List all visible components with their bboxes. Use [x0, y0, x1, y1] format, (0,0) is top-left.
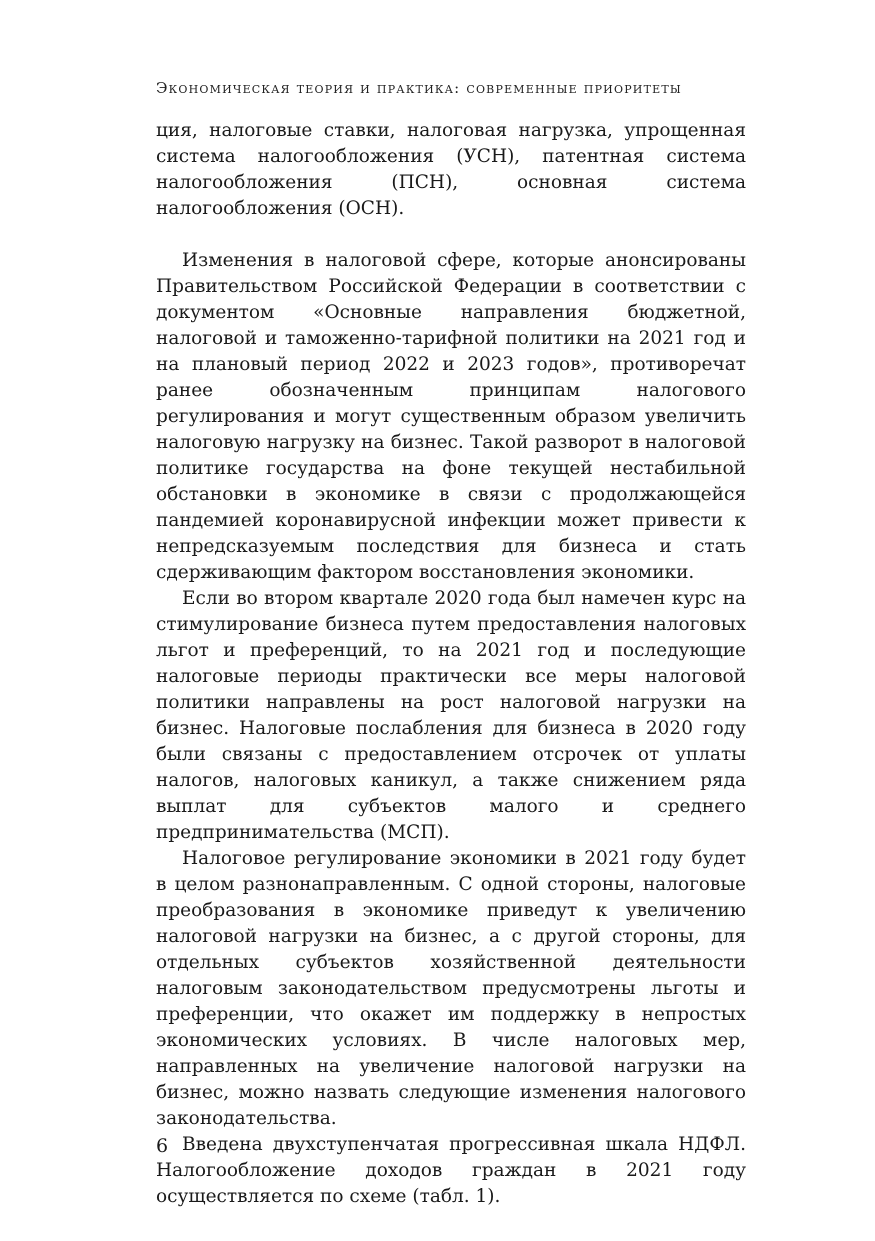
running-header: Экономическая теория и практика: современные приоритеты — [156, 79, 682, 97]
paragraph-ndfl-scale: Введена двухступенчатая прогрессивная шкала НДФЛ. Налогообложение доходов граждан в 2021 году осуществляется по схеме (табл. 1). — [156, 1134, 746, 1207]
page-number: 6 — [156, 1135, 169, 1157]
body-text — [156, 118, 746, 1210]
paragraph-2021-regulation: Налоговое регулирование экономики в 2021 году будет в целом разнонаправленным. С одной стороны, налоговые преобразования в экономике приведут к увеличению налоговой нагрузки на бизнес, а с другой стороны, для отдельных субъектов хозяйственной деятельности налоговым законодательством предусмотрены льготы и преференции, что окажет им поддержку в непростых экономических условиях. В числе налоговых мер, направленных на увеличение налоговой нагрузки на бизнес, можно назвать следующие изменения налогового законодательства. — [156, 848, 746, 1129]
paragraph-tax-changes: Изменения в налоговой сфере, которые анонсированы Правительством Российской Федерации в соответствии с документом «Основные направления бюджетной, налоговой и таможенно-тарифной политики на 2021 год и на плановый период 2022 и 2023 годов», противоречат ранее обозначенным принципам налогового регулирования и могут существенным образом увеличить налоговую нагрузку на бизнес. Такой разворот в налоговой политике государства на фоне текущей нестабильной обстановки в экономике в связи с продолжающейся пандемией коронавирусной инфекции может привести к непредсказуемым последствия для бизнеса и стать сдерживающим фактором восстановления экономики. — [156, 250, 746, 583]
paragraph-2020-stimulus: Если во втором квартале 2020 года был намечен курс на стимулирование бизнеса путем предоставления налоговых льгот и преференций, то на 2021 год и последующие налоговые периоды практически все меры налоговой политики направлены на рост налоговой нагрузки на бизнес. Налоговые послабления для бизнеса в 2020 году были связаны с предоставлением отсрочек от уплаты налогов, налоговых каникул, а также снижением ряда выплат для субъектов малого и среднего предпринимательства (МСП). — [156, 588, 746, 843]
paragraph-continuation: ция, налоговые ставки, налоговая нагрузка, упрощенная система налогообложения (УСН), патентная система налогообложения (ПСН), основная система налогообложения (ОСН). — [156, 120, 746, 219]
